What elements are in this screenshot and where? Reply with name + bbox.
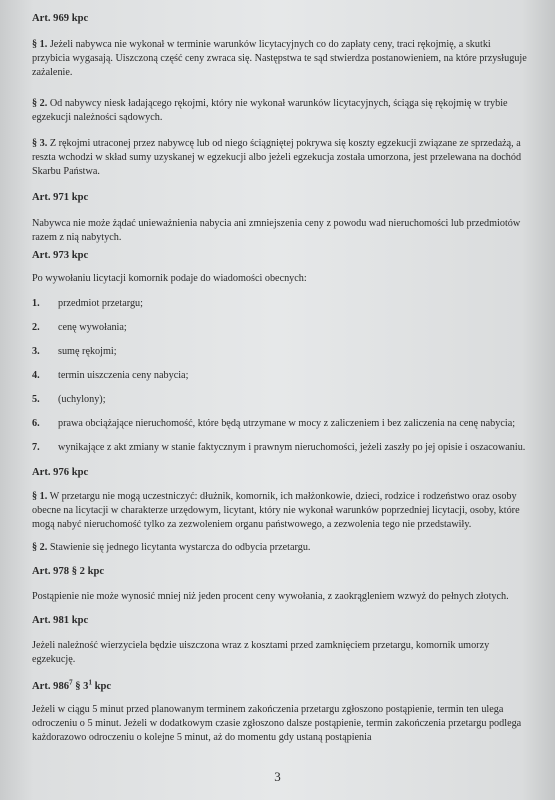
art-971-text [32,217,531,245]
list-item-number: 2. [32,322,40,333]
list-item-text: (uchylony); [58,394,106,405]
section-mark: § 3. [32,138,48,149]
paragraph-text: Jeżeli w ciągu 5 minut przed planowanym terminem zakończenia przetargu zgłoszono postąpienie, termin ten ulega odroczeniu o 5 minut. Jeżeli w dodatkowym czasie zgłoszono dalsze postąpienie, termin zakończenia przetargu podlega każdorazowo odroczeniu o kolejne 5 minut, aż do momentu gdy ustaną postąpienia [32,704,522,744]
art-969-par-2 [32,97,531,125]
list-item-text: prawa obciążające nieruchomość, które będą utrzymane w mocy z zaliczeniem i bez zaliczenia na cenę nabycia; [58,418,516,429]
art-969-section [32,12,531,27]
list-item-number: 7. [32,442,40,453]
art-986-section [32,680,531,695]
paragraph-text: Stawienie się jednego licytanta wystarcza do odbycia przetargu. [49,542,311,553]
section-mark: § 2. [32,542,48,553]
art-986-text [32,703,531,745]
paragraph-text: W przetargu nie mogą uczestniczyć: dłużnik, komornik, ich małżonkowie, dzieci, rodzice i rodzeństwo oraz osoby obecne na licytacji w charakterze urzędowym, licytant, który nie wykonał warunków poprzedniej licytacji, osoby, które mogą nabyć nieruchomość tylko za zezwoleniem organu państwowego, a zezwolenia tego nie przedstawiły. [32,491,520,531]
list-item-text: przedmiot przetargu; [58,298,143,309]
art-978-text [32,590,531,604]
paragraph-text: Jeżeli należność wierzyciela będzie uiszczona wraz z kosztami przed zamknięciem przetargu, komornik umorzy egzekucję. [32,640,490,666]
art-986-heading [32,680,531,695]
section-mark: § 1. [32,491,48,502]
list-item-text: sumę rękojmi; [58,346,117,357]
heading-part: § 3 [75,681,89,692]
superscript: 7 [69,678,73,687]
art-969-par-1 [32,38,531,80]
art-969-par-3 [32,137,531,179]
art-973-heading: Art. 973 kpc [32,250,89,261]
paragraph-text: Po wywołaniu licytacji komornik podaje do wiadomości obecnych: [32,273,307,284]
art-978-heading: Art. 978 § 2 kpc [32,566,105,577]
list-item-text: cenę wywołania; [58,322,127,333]
section-mark: § 2. [32,98,48,109]
paragraph-text: Nabywca nie może żądać unieważnienia nabycia ani zmniejszenia ceny z powodu wad nieruchomości lub przedmiotów razem z nią nabytych. [32,218,521,244]
art-976-par-1 [32,490,531,532]
art-971-section [32,191,531,206]
list-item-number: 6. [32,418,40,429]
page-number: 3 [274,769,281,784]
art-981-text [32,639,531,667]
superscript: 1 [88,678,92,687]
art-973-section [32,249,531,264]
paragraph-text: Jeżeli nabywca nie wykonał w terminie warunków licytacyjnych co do zapłaty ceny, traci rękojmię, a skutki przybicia wygasają. Uiszczoną część ceny zwraca się. Następstwa te sąd stwierdza postanowieniem, na które przysługuje zażalenie. [32,39,527,79]
section-mark: § 1. [32,39,48,50]
paragraph-text: Postąpienie nie może wynosić mniej niż jeden procent ceny wywołania, z zaokrągleniem wzwyż do pełnych złotych. [32,591,509,602]
art-969-heading: Art. 969 kpc [32,13,89,24]
heading-part: Art. 986 [32,681,70,692]
art-973-intro [32,272,531,286]
list-item-number: 4. [32,370,40,381]
list-item-number: 1. [32,298,40,309]
art-976-heading: Art. 976 kpc [32,467,89,478]
art-971-heading: Art. 971 kpc [32,192,89,203]
art-981-heading: Art. 981 kpc [32,615,89,626]
paragraph-text: Z rękojmi utraconej przez nabywcę lub od niego ściągniętej pokrywa się koszty egzekucji związane ze sprzedażą, a reszta wchodzi w skład sumy uzyskanej w egzekucji albo jeżeli egzekucja została umorzona, jest przelewana na dochód Skarbu Państwa. [32,138,522,178]
art-981-section [32,614,531,629]
list-item-text: termin uiszczenia ceny nabycia; [58,370,189,381]
list-item-number: 5. [32,394,40,405]
heading-part: kpc [94,681,112,692]
paragraph-text: Od nabywcy niesk ładającego rękojmi, który nie wykonał warunków licytacyjnych, ściąga się rękojmię w trybie egzekucji należności sądowych. [32,98,508,124]
art-976-section [32,466,531,481]
list-item-text: wynikające z akt zmiany w stanie faktycznym i prawnym nieruchomości, jeżeli zaszły po jej opisie i oszacowaniu. [58,442,526,453]
list-item-number: 3. [32,346,40,357]
art-976-par-2 [32,541,531,555]
art-978-section [32,565,531,580]
